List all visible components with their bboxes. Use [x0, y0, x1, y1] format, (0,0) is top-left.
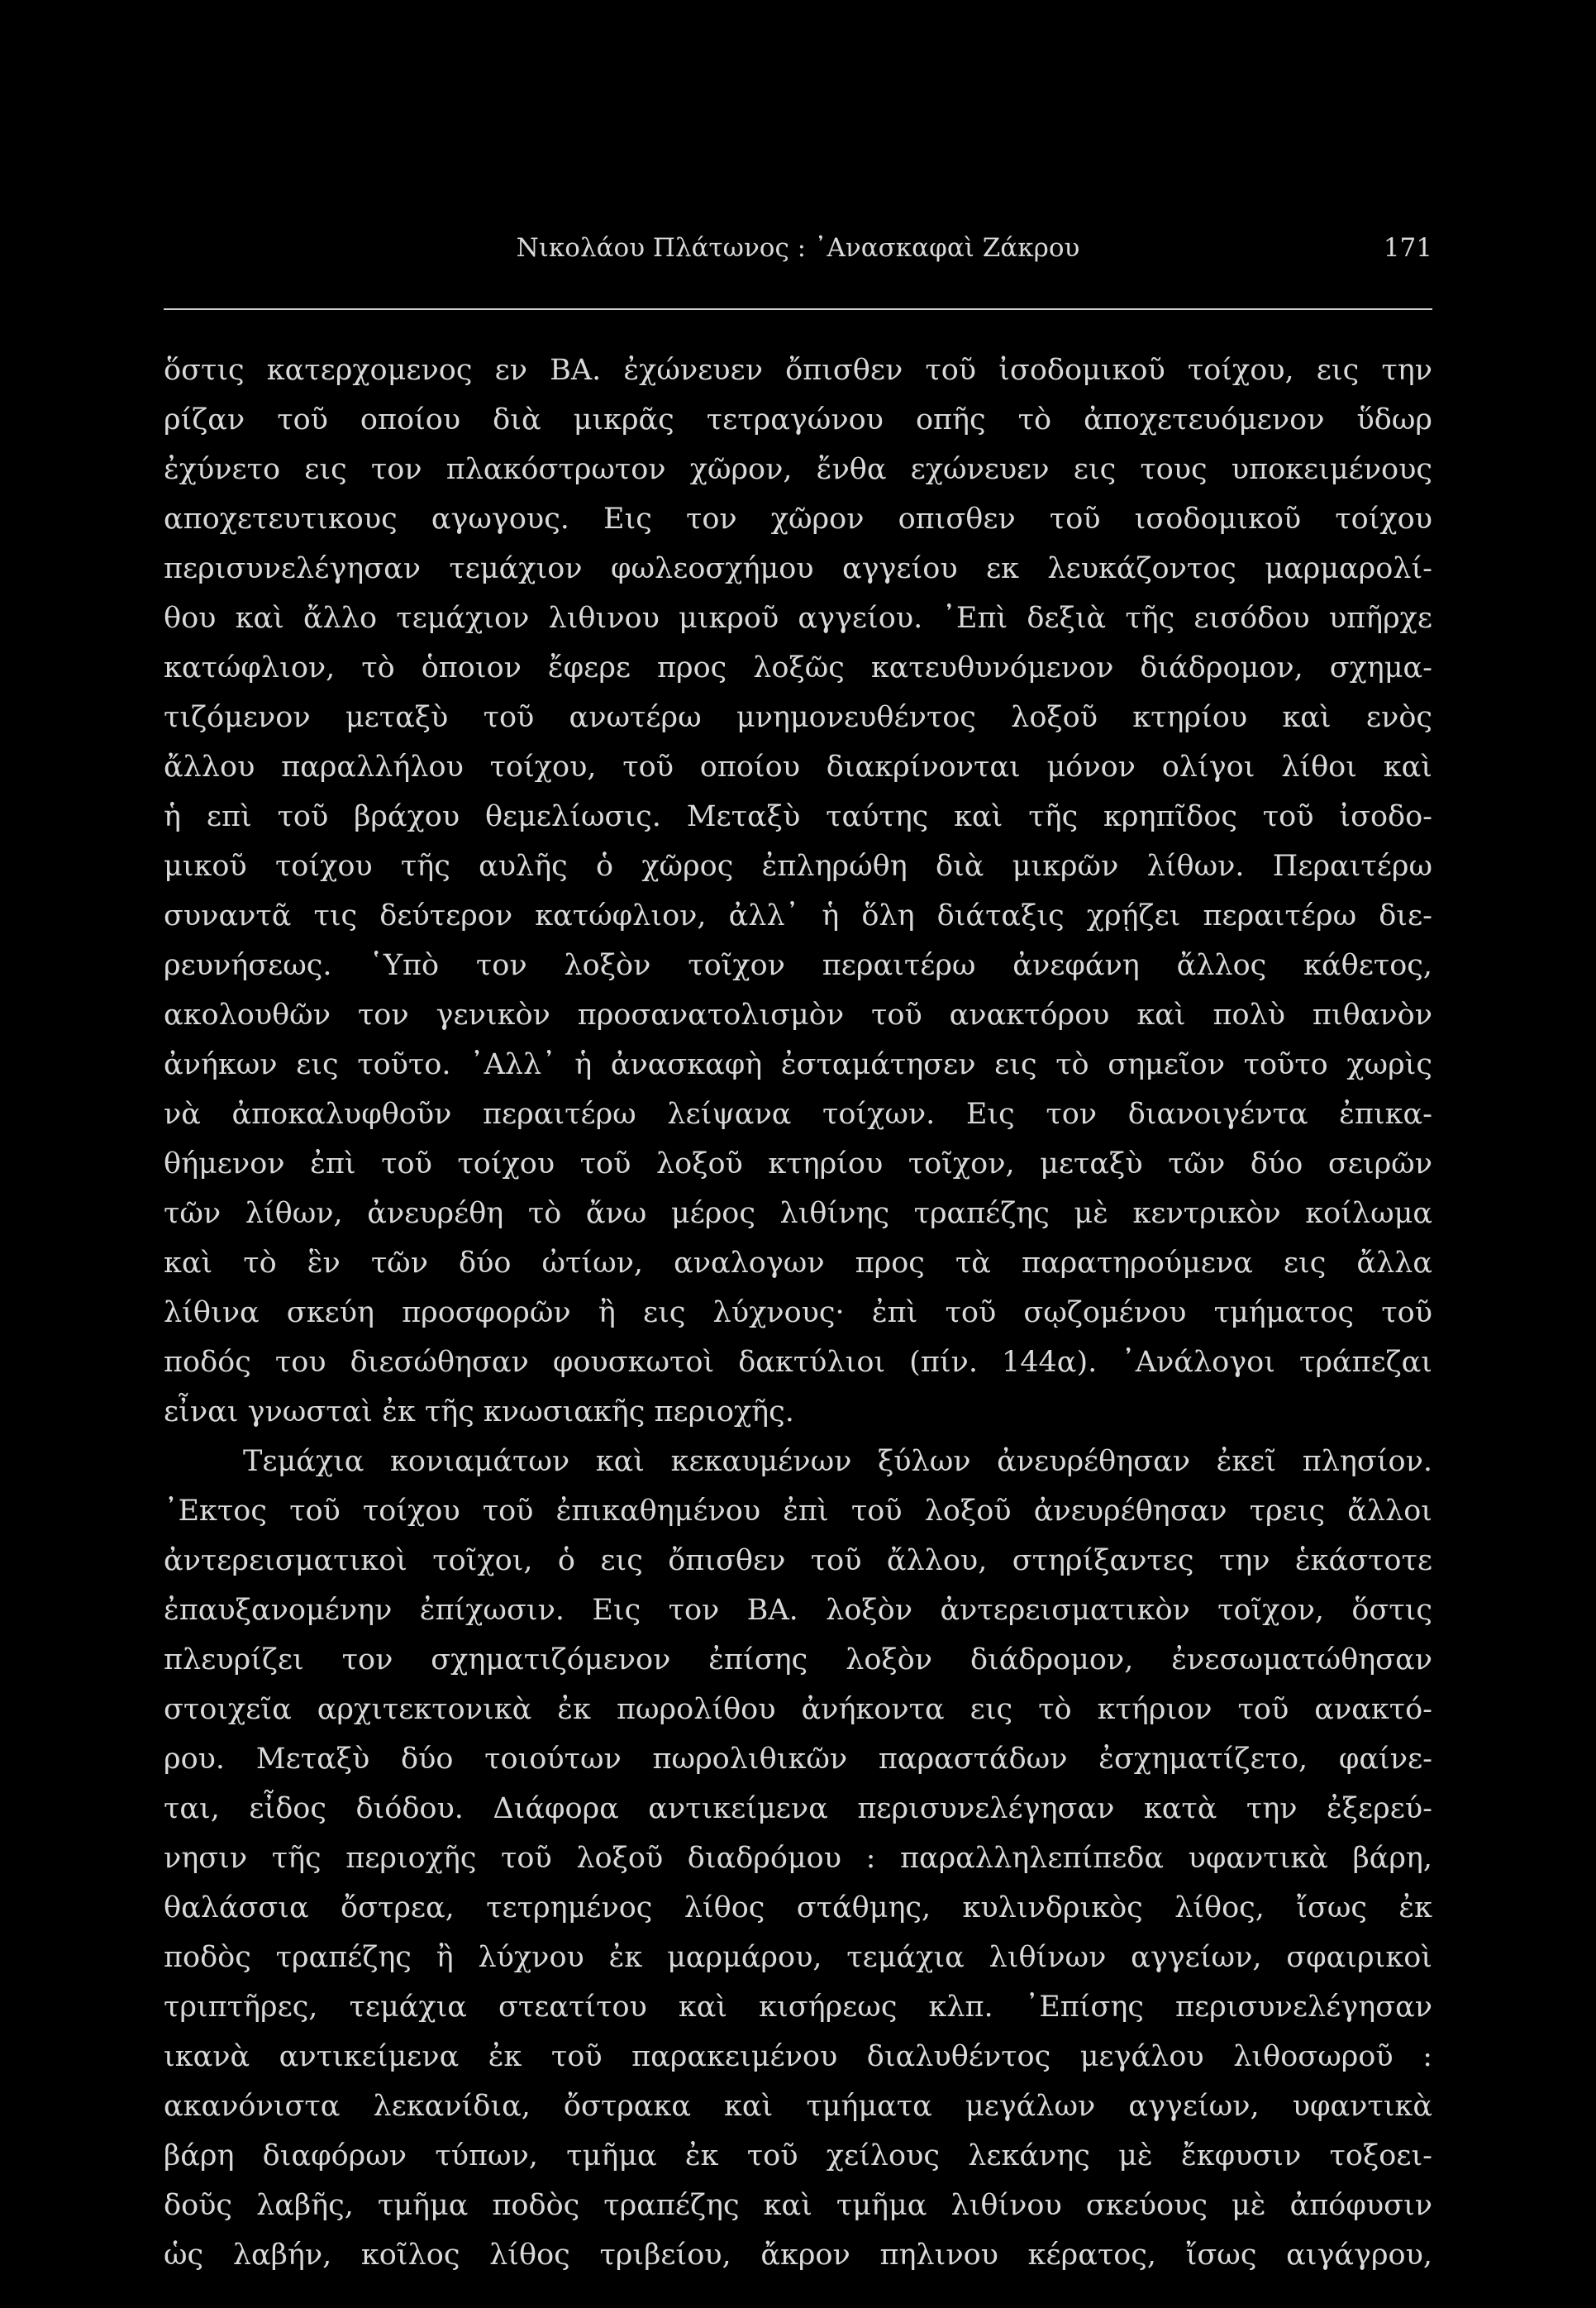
header-rule	[164, 308, 1432, 310]
text-line: ρου. Μεταξὺ δύο τοιούτων πωρολιθικῶν παραστάδων ἐσχηματίζετο, φαίνε-	[164, 1743, 1432, 1776]
text-line: θήμενον ἐπὶ τοῦ τοίχου τοῦ λοξοῦ κτηρίου τοῖχον, μεταξὺ τῶν δύο σειρῶν	[164, 1147, 1432, 1180]
text-line: λίθινα σκεύη προσφορῶν ἢ εις λύχνους· ἐπὶ τοῦ σῳζομένου τμήματος τοῦ	[164, 1296, 1432, 1329]
text-line: ἀνήκων εις τοῦτο. ᾿Αλλ᾿ ἡ ἀνασκαφὴ ἐσταμάτησεν εις τὸ σημεῖον τοῦτο χωρὶς	[164, 1048, 1432, 1081]
text-line: ἐπαυξανομένην ἐπίχωσιν. Εις τον ΒΑ. λοξὸν ἀντερεισματικὸν τοῖχον, ὅστις	[164, 1594, 1432, 1627]
text-line: αποχετευτικους αγωγους. Εις τον χῶρον οπισθεν τοῦ ισοδομικοῦ τοίχου	[164, 503, 1432, 536]
text-line: ποδός του διεσώθησαν φουσκωτοὶ δακτύλιοι (πίν. 144α). ᾿Ανάλογοι τράπεζαι	[164, 1346, 1432, 1379]
book-page	[164, 0, 1432, 2308]
text-line: καὶ τὸ ἓν τῶν δύο ὠτίων, αναλογων προς τὰ παρατηρούμενα εις ἄλλα	[164, 1247, 1432, 1280]
text-line: ρίζαν τοῦ οποίου διὰ μικρᾶς τετραγώνου οπῆς τὸ ἀποχετευόμενον ὕδωρ	[164, 403, 1432, 436]
text-line: δοῦς λαβῆς, τμῆμα ποδὸς τραπέζης καὶ τμῆμα λιθίνου σκεύους μὲ ἀπόφυσιν	[164, 2189, 1432, 2222]
text-line: θαλάσσια ὄστρεα, τετρημένος λίθος στάθμης, κυλινδρικὸς λίθος, ἴσως ἐκ	[164, 1891, 1432, 1924]
text-line: ἐχύνετο εις τον πλακόστρωτον χῶρον, ἔνθα εχώνευεν εις τους υποκειμένους	[164, 453, 1432, 486]
text-line: συναντᾶ τις δεύτερον κατώφλιον, ἀλλ᾿ ἡ ὅλη διάταξις χρῄζει περαιτέρω διε-	[164, 899, 1432, 932]
running-title: Νικολάου Πλάτωνος : ᾿Ανασκαφαὶ Ζάκρου	[516, 233, 1080, 263]
text-line: ποδὸς τραπέζης ἢ λύχνου ἐκ μαρμάρου, τεμάχια λιθίνων αγγείων, σφαιρικοὶ	[164, 1941, 1432, 1974]
text-line: ἡ επὶ τοῦ βράχου θεμελίωσις. Μεταξὺ ταύτης καὶ τῆς κρηπῖδος τοῦ ἰσοδο-	[164, 800, 1432, 833]
text-line: στοιχεῖα αρχιτεκτονικὰ ἐκ πωρολίθου ἀνήκοντα εις τὸ κτήριον τοῦ ανακτό-	[164, 1693, 1432, 1726]
text-line: περισυνελέγησαν τεμάχιον φωλεοσχήμου αγγείου εκ λευκάζοντος μαρμαρολί-	[164, 552, 1432, 585]
text-line: μικοῦ τοίχου τῆς αυλῆς ὁ χῶρος ἐπληρώθη διὰ μικρῶν λίθων. Περαιτέρω	[164, 850, 1432, 883]
text-line: ακανόνιστα λεκανίδια, ὄστρακα καὶ τμήματα μεγάλων αγγείων, υφαντικὰ	[164, 2090, 1432, 2123]
text-line: εἶναι γνωσταὶ ἐκ τῆς κνωσιακῆς περιοχῆς.	[164, 1395, 794, 1428]
body-text	[164, 346, 1432, 2280]
text-line: κατώφλιον, τὸ ὁποιον ἔφερε προς λοξῶς κατευθυνόμενον διάδρομον, σχημα-	[164, 651, 1432, 684]
page-number: 171	[1383, 233, 1432, 263]
text-line: νὰ ἀποκαλυφθοῦν περαιτέρω λείψανα τοίχων. Εις τον διανοιγέντα ἐπικα-	[164, 1098, 1432, 1131]
text-line: ἄλλου παραλλήλου τοίχου, τοῦ οποίου διακρίνονται μόνον ολίγοι λίθοι καὶ	[164, 751, 1432, 784]
text-line: βάρη διαφόρων τύπων, τμῆμα ἐκ τοῦ χείλους λεκάνης μὲ ἔκφυσιν τοξοει-	[164, 2139, 1432, 2172]
text-line: πλευρίζει τον σχηματιζόμενον ἐπίσης λοξὸν διάδρομον, ἐνεσωματώθησαν	[164, 1643, 1432, 1676]
text-line: ὡς λαβήν, κοῖλος λίθος τριβείου, ἄκρον πηλινου κέρατος, ἴσως αιγάγρου,	[164, 2239, 1432, 2272]
text-line: ἀντερεισματικοὶ τοῖχοι, ὁ εις ὄπισθεν τοῦ ἄλλου, στηρίξαντες την ἑκάστοτε	[164, 1544, 1432, 1577]
text-line: ρευνήσεως. ῾Υπὸ τον λοξὸν τοῖχον περαιτέρω ἀνεφάνη ἄλλος κάθετος,	[164, 949, 1432, 982]
text-line: τριπτῆρες, τεμάχια στεατίτου καὶ κισήρεως κλπ. ᾿Επίσης περισυνελέγησαν	[164, 1991, 1432, 2024]
text-line: ὅστις κατερχομενος εν ΒΑ. ἐχώνευεν ὄπισθεν τοῦ ἰσοδομικοῦ τοίχου, εις την	[164, 354, 1432, 387]
text-line: ακολουθῶν τον γενικὸν προσανατολισμὸν τοῦ ανακτόρου καὶ πολὺ πιθανὸν	[164, 999, 1432, 1032]
text-line: ται, εἶδος διόδου. Διάφορα αντικείμενα περισυνελέγησαν κατὰ την ἐξερεύ-	[164, 1792, 1432, 1825]
text-line: τῶν λίθων, ἀνευρέθη τὸ ἄνω μέρος λιθίνης τραπέζης μὲ κεντρικὸν κοίλωμα	[164, 1197, 1432, 1230]
text-line: θου καὶ ἄλλο τεμάχιον λιθινου μικροῦ αγγείου. ᾿Επὶ δεξιὰ τῆς εισόδου υπῆρχε	[164, 602, 1432, 635]
text-line: τιζόμενον μεταξὺ τοῦ ανωτέρω μνημονευθέντος λοξοῦ κτηρίου καὶ ενὸς	[164, 701, 1432, 734]
text-line: ᾿Εκτος τοῦ τοίχου τοῦ ἐπικαθημένου ἐπὶ τοῦ λοξοῦ ἀνευρέθησαν τρεις ἄλλοι	[164, 1495, 1432, 1528]
page-header	[164, 233, 1432, 266]
text-line: ικανὰ αντικείμενα ἐκ τοῦ παρακειμένου διαλυθέντος μεγάλου λιθοσωροῦ :	[164, 2040, 1432, 2073]
text-line: νησιν τῆς περιοχῆς τοῦ λοξοῦ διαδρόμου : παραλληλεπίπεδα υφαντικὰ βάρη,	[164, 1842, 1432, 1875]
text-line: Τεμάχια κονιαμάτων καὶ κεκαυμένων ξύλων ἀνευρέθησαν ἐκεῖ πλησίον.	[243, 1445, 1432, 1478]
